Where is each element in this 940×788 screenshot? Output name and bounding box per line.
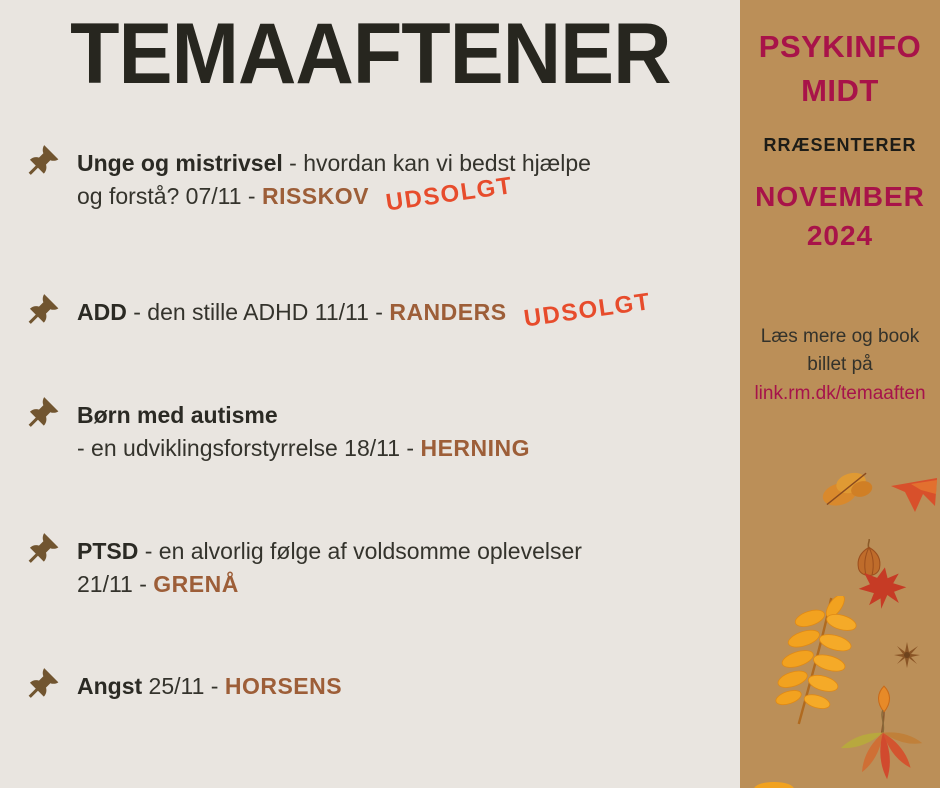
month-label: NOVEMBER [755,181,925,212]
event-text [77,147,716,217]
event-item-unge-og-mistrivsel [26,147,716,217]
brand-line2: MIDT [801,73,879,108]
maple-fragment-icon [891,478,937,514]
event-text [77,535,716,601]
pushpin-icon [26,532,61,567]
event-city: HORSENS [224,673,343,699]
event-description: - en alvorlig følge af voldsomme oplevelser [138,538,582,564]
event-item-angst [26,670,716,703]
pushpin-icon [26,667,61,702]
event-title: PTSD [77,538,139,564]
sold-out-badge: UDSOLGT [521,288,653,333]
event-item-boern-med-autisme [26,399,716,465]
event-title: Unge og mistrivsel [77,150,283,176]
brand-line1: PSYKINFO [758,29,922,64]
event-title: Angst [77,673,143,699]
brand-name [740,25,940,113]
page-title: TEMAAFTENER [69,6,671,102]
event-description: - en udviklingsforstyrrelse 18/11 - [77,435,421,461]
event-item-ptsd [26,535,716,601]
sidebar [740,0,940,788]
cta-line1: Læs mere og book [760,326,920,347]
event-text [77,399,716,465]
event-description: og forstå? 07/11 - [77,183,262,209]
event-description: 25/11 - [142,673,225,699]
event-city: GRENÅ [153,571,239,597]
sold-out-badge: UDSOLGT [384,172,515,217]
event-text [77,288,716,333]
pushpin-icon [26,144,61,179]
event-text [77,670,716,703]
booking-link[interactable]: link.rm.dk/temaaften [754,383,926,404]
event-city: RISSKOV [261,183,369,209]
creeper-leaf-icon [826,710,940,788]
event-description: - hvordan kan vi bedst hjælpe [282,150,591,176]
date-label [740,177,940,255]
presents-label: RRÆSENTERER [763,135,917,155]
star-anise-icon [892,640,922,670]
title-wrap [0,2,740,106]
event-city: HERNING [420,435,531,461]
maple-leaf-icon [854,564,909,613]
pushpin-icon [26,396,61,431]
event-title: ADD [77,299,127,325]
oak-leaf-icon [812,457,880,520]
event-description: 21/11 - [77,571,154,597]
rowan-leaf-icon [768,596,862,726]
event-title: Børn med autisme [77,402,278,428]
leaf-tip-icon [752,779,796,788]
cta-line2: billet på [807,354,873,375]
cta-text [740,323,940,379]
year-label: 2024 [806,220,874,251]
event-city: RANDERS [389,299,507,325]
event-description: - den stille ADHD 11/11 - [126,299,390,325]
event-item-add [26,288,716,333]
pushpin-icon [26,293,61,328]
